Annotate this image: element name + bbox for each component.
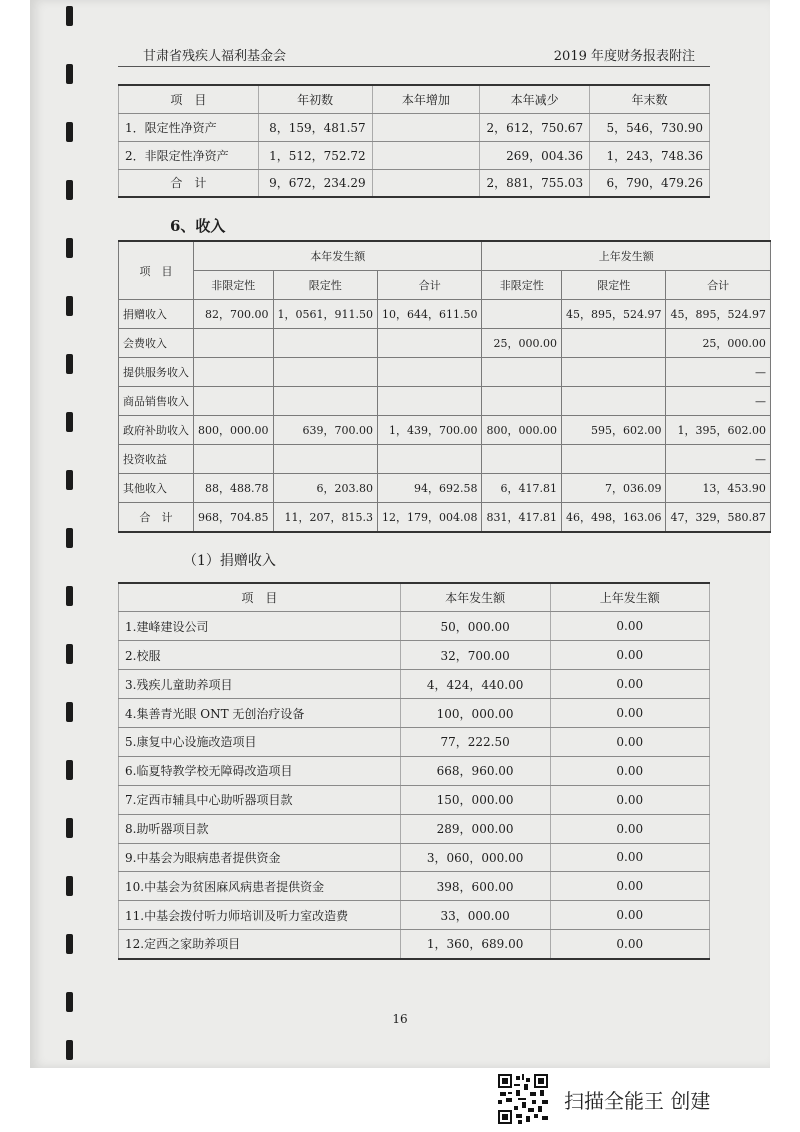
- binding-hole: [66, 702, 73, 722]
- table-row: [119, 300, 771, 329]
- table-row: [119, 445, 771, 474]
- table-cell: [561, 358, 665, 387]
- column-header: 项 目: [119, 85, 259, 113]
- table-cell: 82，700.00: [194, 300, 274, 329]
- table-row: [119, 329, 771, 358]
- table-cell: [482, 300, 562, 329]
- table-cell: 0.00: [550, 785, 710, 814]
- table-cell: 150，000.00: [400, 785, 550, 814]
- table-cell: [194, 329, 274, 358]
- column-header: 本年减少: [480, 85, 590, 113]
- table-cell: 10，644，611.50: [377, 300, 481, 329]
- table-cell: 6，417.81: [482, 474, 562, 503]
- column-header: 本年发生额: [400, 583, 550, 612]
- table-cell: 32，700.00: [400, 641, 550, 670]
- net-assets-table: [118, 84, 710, 198]
- table-row: [119, 843, 710, 872]
- table-cell: 289，000.00: [400, 814, 550, 843]
- row-label: 5.康复中心设施改造项目: [119, 727, 401, 756]
- table-cell: 1，243，748.36: [590, 141, 710, 169]
- table-cell: 0.00: [550, 872, 710, 901]
- table-cell: 398，600.00: [400, 872, 550, 901]
- table-cell: 25，000.00: [482, 329, 562, 358]
- table-row: [119, 141, 710, 169]
- table-row: [119, 670, 710, 699]
- table-cell: [482, 445, 562, 474]
- binding-hole: [66, 238, 73, 258]
- table-cell: 595，602.00: [561, 416, 665, 445]
- table-cell: 0.00: [550, 756, 710, 785]
- table-cell: 968，704.85: [194, 503, 274, 533]
- row-label: 2．非限定性净资产: [119, 141, 259, 169]
- table-cell: 800，000.00: [482, 416, 562, 445]
- row-label: 商品销售收入: [119, 387, 194, 416]
- table-cell: 13，453.90: [666, 474, 770, 503]
- table-cell: 0.00: [550, 641, 710, 670]
- binding-hole: [66, 354, 73, 374]
- table-cell: 11，207，815.3: [273, 503, 377, 533]
- table-cell: 1，0561，911.50: [273, 300, 377, 329]
- column-header: 限定性: [273, 271, 377, 300]
- binding-hole: [66, 180, 73, 200]
- table-row: [119, 387, 771, 416]
- binding-hole: [66, 528, 73, 548]
- table-header-row: [119, 241, 771, 271]
- table-row: [119, 474, 771, 503]
- table-cell: [273, 387, 377, 416]
- binding-hole: [66, 586, 73, 606]
- table-cell: 1，439，700.00: [377, 416, 481, 445]
- table-header-row: [119, 85, 710, 113]
- row-label: 提供服务收入: [119, 358, 194, 387]
- row-label: 10.中基会为贫困麻风病患者提供资金: [119, 872, 401, 901]
- table-cell: [377, 387, 481, 416]
- table-cell: [377, 358, 481, 387]
- binding-hole: [66, 470, 73, 490]
- header-rule: [118, 66, 710, 67]
- table-cell: 3，060，000.00: [400, 843, 550, 872]
- table-cell: 0.00: [550, 699, 710, 728]
- table-row: [119, 612, 710, 641]
- row-label: 4.集善青光眼 ONT 无创治疗设备: [119, 699, 401, 728]
- table-cell: —: [666, 387, 770, 416]
- table-cell: 50，000.00: [400, 612, 550, 641]
- table-cell: [372, 141, 479, 169]
- table-cell: 831，417.81: [482, 503, 562, 533]
- table-cell: [194, 358, 274, 387]
- qr-code-icon: [498, 1074, 548, 1124]
- subsection-title: （1）捐赠收入: [183, 553, 276, 569]
- table-cell: 0.00: [550, 843, 710, 872]
- table-cell: 46，498，163.06: [561, 503, 665, 533]
- table-row: [119, 113, 710, 141]
- scanner-watermark: [498, 1074, 710, 1124]
- table-cell: [561, 387, 665, 416]
- table-cell: 668，960.00: [400, 756, 550, 785]
- table-cell: [377, 329, 481, 358]
- row-label: 3.残疾儿童助养项目: [119, 670, 401, 699]
- row-label: 7.定西市辅具中心助听器项目款: [119, 785, 401, 814]
- table-cell: 94，692.58: [377, 474, 481, 503]
- column-header: 限定性: [561, 271, 665, 300]
- table-cell: [194, 445, 274, 474]
- table-total-row: [119, 169, 710, 197]
- row-label: 合 计: [119, 169, 259, 197]
- table-cell: 88，488.78: [194, 474, 274, 503]
- table-cell: 2，881，755.03: [480, 169, 590, 197]
- table-cell: [273, 329, 377, 358]
- table-row: [119, 699, 710, 728]
- table-cell: 7，036.09: [561, 474, 665, 503]
- table-cell: [377, 445, 481, 474]
- column-header: 合计: [666, 271, 770, 300]
- row-label: 9.中基会为眼病患者提供资金: [119, 843, 401, 872]
- row-label: 1．限定性净资产: [119, 113, 259, 141]
- table-cell: 639，700.00: [273, 416, 377, 445]
- table-cell: 1，360，689.00: [400, 930, 550, 959]
- table-cell: 0.00: [550, 612, 710, 641]
- table-cell: 25，000.00: [666, 329, 770, 358]
- binding-hole: [66, 934, 73, 954]
- table-cell: 0.00: [550, 814, 710, 843]
- table-cell: 33，000.00: [400, 901, 550, 930]
- table-cell: 1，395，602.00: [666, 416, 770, 445]
- table-cell: [561, 445, 665, 474]
- binding-hole: [66, 64, 73, 84]
- column-header: 合计: [377, 271, 481, 300]
- table-cell: 45，895，524.97: [666, 300, 770, 329]
- table-cell: 0.00: [550, 901, 710, 930]
- table-row: [119, 641, 710, 670]
- row-label: 1.建峰建设公司: [119, 612, 401, 641]
- row-label: 8.助听器项目款: [119, 814, 401, 843]
- table-subheader-row: [119, 271, 771, 300]
- table-cell: 800，000.00: [194, 416, 274, 445]
- table-cell: [372, 169, 479, 197]
- table-cell: [482, 387, 562, 416]
- binding-hole: [66, 876, 73, 896]
- binding-hole: [66, 412, 73, 432]
- table-cell: 5，546，730.90: [590, 113, 710, 141]
- column-header: 上年发生额: [550, 583, 710, 612]
- binding-hole: [66, 1040, 73, 1060]
- table-row: [119, 416, 771, 445]
- binding-hole: [66, 760, 73, 780]
- table-cell: —: [666, 358, 770, 387]
- scanner-label: 扫描全能王 创建: [564, 1088, 711, 1113]
- table-cell: 8，159，481.57: [258, 113, 372, 141]
- table-cell: [273, 445, 377, 474]
- table-cell: 12，179，004.08: [377, 503, 481, 533]
- table-row: [119, 785, 710, 814]
- section-title: 6、收入: [170, 217, 226, 235]
- binding-hole: [66, 6, 73, 26]
- table-cell: —: [666, 445, 770, 474]
- table-cell: 47，329，580.87: [666, 503, 770, 533]
- table-cell: 9，672，234.29: [258, 169, 372, 197]
- row-label: 捐赠收入: [119, 300, 194, 329]
- table-cell: [194, 387, 274, 416]
- table-row: [119, 358, 771, 387]
- table-cell: 6，790，479.26: [590, 169, 710, 197]
- table-row: [119, 814, 710, 843]
- table-cell: 6，203.80: [273, 474, 377, 503]
- column-header: 非限定性: [194, 271, 274, 300]
- previous-year-header: 上年发生额: [482, 241, 770, 271]
- table-cell: 0.00: [550, 670, 710, 699]
- table-total-row: [119, 503, 771, 533]
- row-label: 会费收入: [119, 329, 194, 358]
- row-label: 11.中基会拨付听力师培训及听力室改造费: [119, 901, 401, 930]
- column-header: 年初数: [258, 85, 372, 113]
- binding-hole: [66, 818, 73, 838]
- row-label: 投资收益: [119, 445, 194, 474]
- income-table: [118, 240, 771, 533]
- table-row: [119, 901, 710, 930]
- table-cell: 1，512，752.72: [258, 141, 372, 169]
- table-cell: 45，895，524.97: [561, 300, 665, 329]
- header-organization: 甘肃省残疾人福利基金会: [143, 49, 287, 64]
- table-cell: [482, 358, 562, 387]
- table-row: [119, 727, 710, 756]
- row-label: 合 计: [119, 503, 194, 533]
- column-header: 本年增加: [372, 85, 479, 113]
- row-label: 2.校服: [119, 641, 401, 670]
- table-cell: [372, 113, 479, 141]
- table-row: [119, 930, 710, 959]
- table-row: [119, 872, 710, 901]
- page-number: 16: [392, 1012, 408, 1026]
- table-header-row: [119, 583, 710, 612]
- table-cell: 269，004.36: [480, 141, 590, 169]
- column-header: 年末数: [590, 85, 710, 113]
- current-year-header: 本年发生额: [194, 241, 482, 271]
- table-cell: 4，424，440.00: [400, 670, 550, 699]
- table-cell: 77，222.50: [400, 727, 550, 756]
- binding-hole: [66, 122, 73, 142]
- item-header: 项 目: [119, 241, 194, 300]
- table-cell: 0.00: [550, 727, 710, 756]
- table-cell: [273, 358, 377, 387]
- row-label: 6.临夏特教学校无障碍改造项目: [119, 756, 401, 785]
- row-label: 政府补助收入: [119, 416, 194, 445]
- row-label: 12.定西之家助养项目: [119, 930, 401, 959]
- donation-income-table: [118, 582, 710, 960]
- table-cell: 100，000.00: [400, 699, 550, 728]
- column-header: 项 目: [119, 583, 401, 612]
- column-header: 非限定性: [482, 271, 562, 300]
- table-cell: [561, 329, 665, 358]
- binding-hole: [66, 296, 73, 316]
- binding-hole: [66, 992, 73, 1012]
- table-cell: 0.00: [550, 930, 710, 959]
- spiral-binding: [66, 0, 80, 1068]
- table-row: [119, 756, 710, 785]
- header-report-title: 2019 年度财务报表附注: [553, 49, 695, 64]
- binding-hole: [66, 644, 73, 664]
- table-cell: 2，612，750.67: [480, 113, 590, 141]
- row-label: 其他收入: [119, 474, 194, 503]
